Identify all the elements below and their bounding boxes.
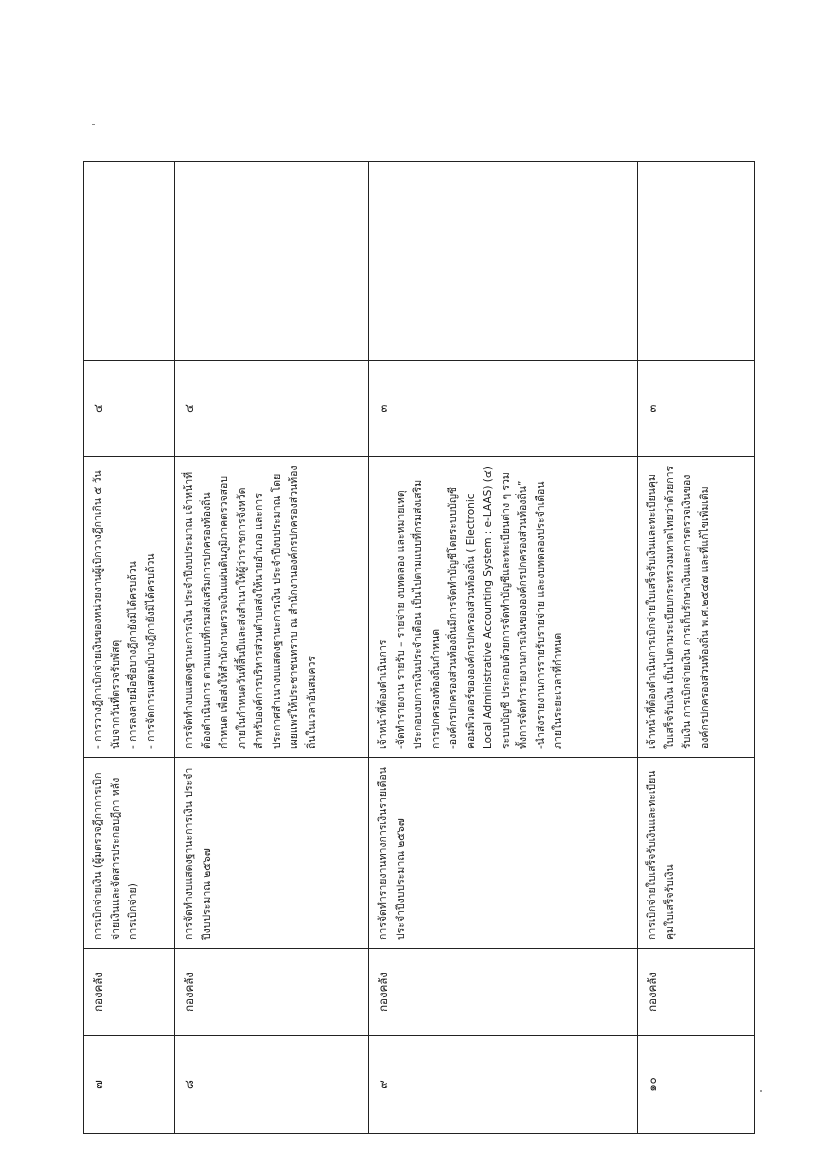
detail-line: -องค์กรปกครองส่วนท้องถิ่นมีการจัดทำบัญชีโดยระบบบัญชีคอมพิวเตอร์ขององค์กรปกครองส่วนท้องถิ่น ( Electronic Local Administrative Accounting System : e-LAAS) (๔) ระบบบัญชี ประกอบด้วยการจัดทำบัญชีและทะเบียนต่าง ๆ รวมทั้งการจัดทำรายงานการเงินขององค์กรปกครองส่วนท้องถิ่น” — [447, 466, 529, 749]
detail-line: - การวางฎีกาเบิกจ่ายเงินของหน่วยงานผู้เบิกวางฎีกาเกิน ๕ วัน นับจากวันที่ตรวจรับพัสดุ — [92, 470, 122, 749]
note-cell — [369, 162, 638, 361]
table-row — [369, 162, 638, 1134]
details-cell — [175, 457, 369, 758]
detail-line: -จัดทำรายงาน รายรับ – รายจ่าย งบทดลอง และหมายเหตุประกอบงบการเงินประจำเดือน เป็นไปตามแบบที่กรมส่งเสริมการปกครองท้องถิ่นกำหนด — [394, 479, 442, 749]
note-cell — [84, 162, 175, 361]
level-cell: ๓ — [369, 361, 638, 457]
scan-mark — [760, 1090, 762, 1092]
department-cell: กองคลัง — [84, 949, 175, 1036]
details-cell — [369, 457, 638, 758]
row-number: ๙ — [369, 1036, 638, 1134]
level-cell: ๓ — [638, 361, 755, 457]
level-cell: ๔ — [84, 361, 175, 457]
task-cell: การเบิกจ่ายใบเสร็จรับเงินและทะเบียนคุมใบเสร็จรับเงิน — [638, 758, 755, 949]
department-cell: กองคลัง — [369, 949, 638, 1036]
detail-line: -นำส่งรายงานการรายรับรายจ่าย และงบทดลองประจำเดือน ภายในระยะเวลาที่กำหนด — [534, 481, 564, 749]
row-number: ๗ — [84, 1036, 175, 1134]
task-cell: การเบิกจ่ายเงิน (ผู้มตรวจฎีกาการเบิกจ่ายเงินและจัดสารประกอบฎีกา หลังการเบิกจ่าย) — [84, 758, 175, 949]
row-number: ๑๐ — [638, 1036, 755, 1134]
detail-line: - การลงลายมือชื่อบางฎีกายังมิได้ครบถ้วน — [127, 561, 139, 749]
note-cell — [638, 162, 755, 361]
risk-table — [83, 161, 755, 1134]
row-number: ๘ — [175, 1036, 369, 1134]
detail-line: - การจัดการแสตมป์บางฎีกายังมิได้ครบถ้วน — [144, 553, 157, 749]
table-row — [175, 162, 369, 1134]
department-cell: กองคลัง — [175, 949, 369, 1036]
scan-mark — [92, 124, 95, 125]
note-cell — [175, 162, 369, 361]
task-cell: การจัดทำงบแสดงฐานะการเงิน ประจำปีงบประมาณ ๒๕๖๗ — [175, 758, 369, 949]
table-row — [638, 162, 755, 1134]
department-cell: กองคลัง — [638, 949, 755, 1036]
level-cell: ๔ — [175, 361, 369, 457]
details-cell — [84, 457, 175, 758]
rotated-risk-table — [83, 162, 754, 1134]
detail-line: เจ้าหน้าที่ต้องดำเนินการเบิกจ่ายใบเสร็จรับเงินและทะเบียนคุมใบเสร็จรับเงิน เป็นไปตามระเบียบกระทรวงมหาดไทยว่าด้วยการรับเงิน การเบิกจ่ายเงิน การเก็บรักษาเงินและการตรวจเงินขององค์กรปกครองส่วนท้องถิ่น พ.ศ.๒๕๔๗ และที่แก้ไขเพิ่มเติม — [646, 465, 711, 749]
task-cell: การจัดทำรายงานทางการเงินรายเดือน ประจำปีงบประมาณ ๒๕๖๗ — [369, 758, 638, 949]
table-row — [84, 162, 175, 1134]
detail-line: การจัดทำงบแสดงฐานะการเงิน ประจำปีงบประมาณ เจ้าหน้าที่ต้องดำเนินการ ตามแบบที่กรมส่งเสริมการปกครองท้องถิ่นกำหนด เพื่อส่งให้สำนักงานตรวจเงินแผ่นดินภูมิภาคตรวจสอบภายในกำหนดวันที่สิ้นปีและส่งสำเนาให้ผู้ว่าราชการจังหวัด สำหรับองค์การบริหารส่วนตำบลส่งให้นายอำเภอ และการประกาศสำเนางบแสดงฐานะการเงิน ประจำปีงบประมาณ โดยเผยแพร่ให้ประชาชนทราบ ณ สำนักงานองค์กรปกครองส่วนท้องถิ่นในเวลาอันสมควร — [183, 465, 318, 749]
detail-line: เจ้าหน้าที่ต้องดำเนินการ — [377, 639, 389, 749]
details-cell — [638, 457, 755, 758]
